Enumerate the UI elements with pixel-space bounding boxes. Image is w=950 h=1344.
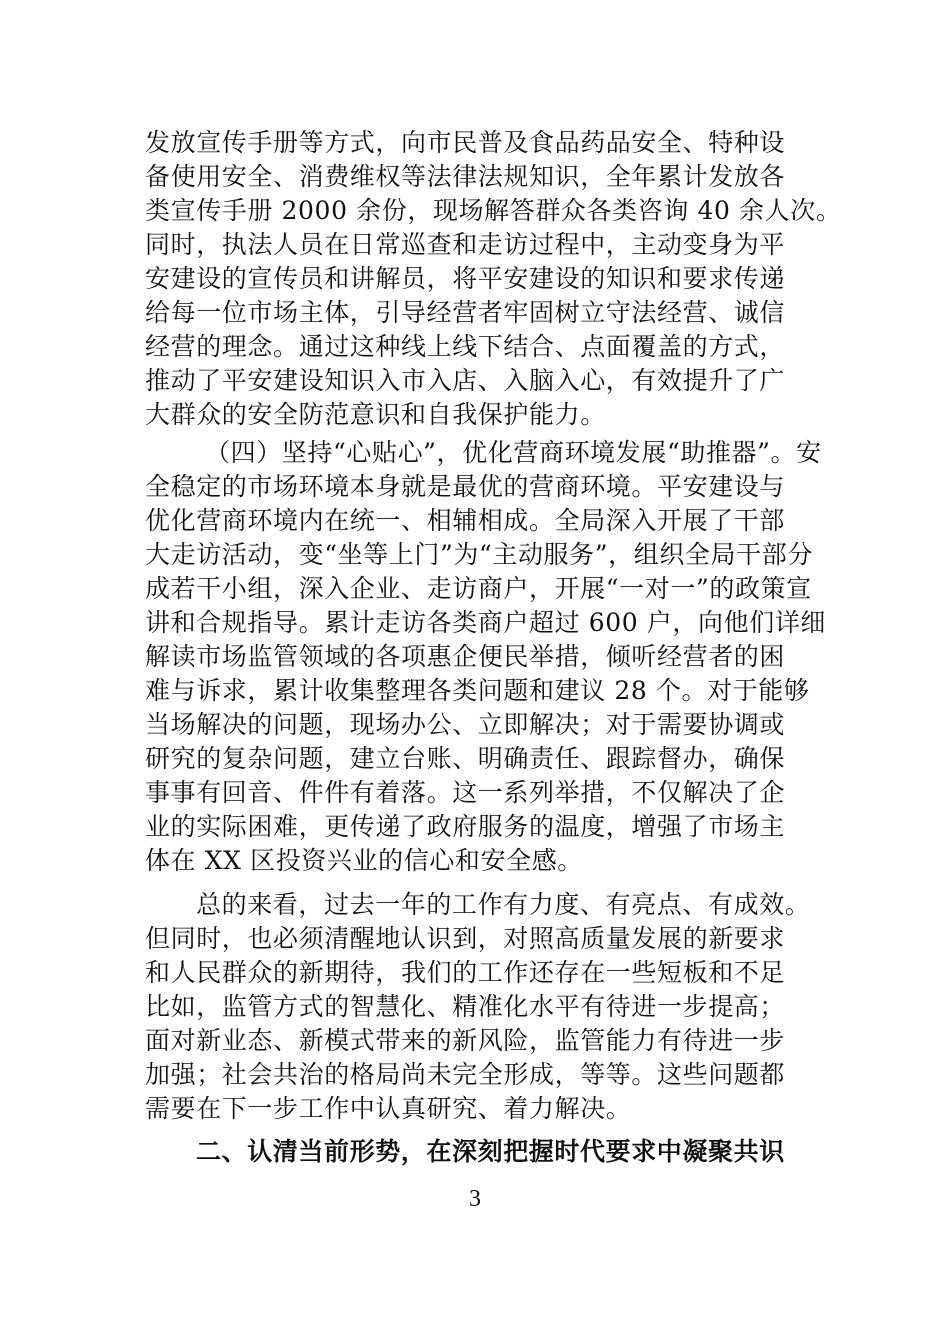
paragraph-3-line: 和人民群众的新期待，我们的工作还存在一些短板和不足 [145,958,786,987]
paragraph-1-line: 大群众的安全防范意识和自我保护能力。 [145,400,606,429]
paragraph-1-line: 同时，执法人员在日常巡查和走访过程中，主动变身为平 [145,230,786,259]
paragraph-2-line: 难与诉求，累计收集整理各类问题和建议 28 个。对于能够 [145,676,810,705]
paragraph-2-line: （四）坚持“心贴心”，优化营商环境发展“助推器”。安 [205,438,822,467]
paragraph-1-line: 备使用安全、消费维权等法律法规知识，全年累计发放各 [145,162,786,191]
paragraph-2-line: 优化营商环境内在统一、相辅相成。全局深入开展了干部 [145,506,786,535]
page-number: 3 [469,1186,481,1212]
paragraph-3-line: 总的来看，过去一年的工作有力度、有亮点、有成效。 [196,890,811,919]
paragraph-2-line: 体在 XX 区投资兴业的信心和安全感。 [145,846,583,875]
paragraph-1-line: 经营的理念。通过这种线上线下结合、点面覆盖的方式， [145,332,786,361]
paragraph-1-line: 类宣传手册 2000 余份，现场解答群众各类咨询 40 余人次。 [145,196,842,225]
paragraph-1-line: 安建设的宣传员和讲解员，将平安建设的知识和要求传递 [145,264,786,293]
paragraph-1-line: 推动了平安建设知识入市入店、入脑入心，有效提升了广 [145,366,786,395]
paragraph-2-line: 成若干小组，深入企业、走访商户，开展“一对一”的政策宣 [145,574,812,603]
paragraph-3-line: 但同时，也必须清醒地认识到，对照高质量发展的新要求 [145,924,786,953]
paragraph-2-line: 讲和合规指导。累计走访各类商户超过 600 户，向他们详细 [145,608,827,637]
paragraph-3-line: 加强；社会共治的格局尚未完全形成，等等。这些问题都 [145,1060,786,1089]
paragraph-2-line: 全稳定的市场环境本身就是最优的营商环境。平安建设与 [145,472,786,501]
paragraph-2-line: 事事有回音、件件有着落。这一系列举措，不仅解决了企 [145,778,786,807]
paragraph-2-line: 大走访活动，变“坐等上门”为“主动服务”，组织全局干部分 [145,540,813,569]
paragraph-2-line: 业的实际困难，更传递了政府服务的温度，增强了市场主 [145,812,786,841]
paragraph-2-line: 解读市场监管领域的各项惠企便民举措，倾听经营者的困 [145,642,786,671]
paragraph-3-line: 比如，监管方式的智慧化、精准化水平有待进一步提高； [145,992,786,1021]
paragraph-2-line: 当场解决的问题，现场办公、立即解决；对于需要协调或 [145,710,786,739]
paragraph-3-line: 面对新业态、新模式带来的新风险，监管能力有待进一步 [145,1026,786,1055]
paragraph-1-line: 发放宣传手册等方式，向市民普及食品药品安全、特种设 [145,128,786,157]
paragraph-1-line: 给每一位市场主体，引导经营者牢固树立守法经营、诚信 [145,298,786,327]
paragraph-3-line: 需要在下一步工作中认真研究、着力解决。 [145,1094,632,1123]
paragraph-2-line: 研究的复杂问题，建立台账、明确责任、跟踪督办，确保 [145,744,786,773]
section-heading: 二、认清当前形势，在深刻把握时代要求中凝聚共识 [196,1137,785,1166]
